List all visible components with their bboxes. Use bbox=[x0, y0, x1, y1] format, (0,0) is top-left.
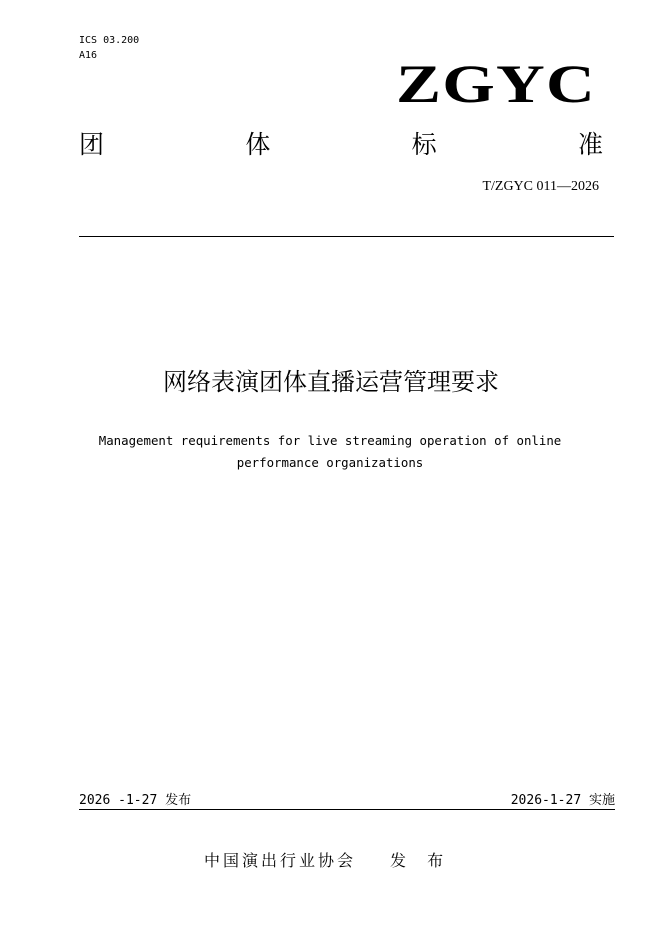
publish-verb: 发 布 bbox=[390, 851, 452, 870]
title-english-line: Management requirements for live streaming operation of online bbox=[98, 433, 562, 448]
standard-kind bbox=[79, 128, 603, 162]
issue-date: 2026 -1-27 发布 bbox=[79, 793, 192, 808]
standard-kind-char: 标 bbox=[411, 130, 437, 159]
implement-date: 2026-1-27 实施 bbox=[510, 793, 615, 808]
title-english bbox=[60, 430, 600, 474]
standard-kind-char: 体 bbox=[245, 130, 271, 159]
title-english-line: performance organizations bbox=[236, 455, 424, 470]
publisher-name: 中国演出行业协会 bbox=[204, 851, 357, 870]
ccs-code: A16 bbox=[79, 50, 98, 61]
classification-codes bbox=[79, 33, 139, 63]
standard-kind-char: 准 bbox=[577, 130, 603, 159]
standard-number: T/ZGYC 011—2026 bbox=[482, 179, 599, 194]
standard-kind-char: 团 bbox=[79, 130, 105, 159]
date-row bbox=[79, 791, 615, 811]
publisher-line bbox=[204, 850, 451, 872]
header-divider bbox=[79, 236, 614, 237]
organization-logo: ZGYC bbox=[395, 54, 596, 114]
footer-divider bbox=[79, 809, 615, 810]
ics-code: ICS 03.200 bbox=[79, 35, 140, 46]
title-chinese: 网络表演团体直播运营管理要求 bbox=[163, 368, 499, 396]
